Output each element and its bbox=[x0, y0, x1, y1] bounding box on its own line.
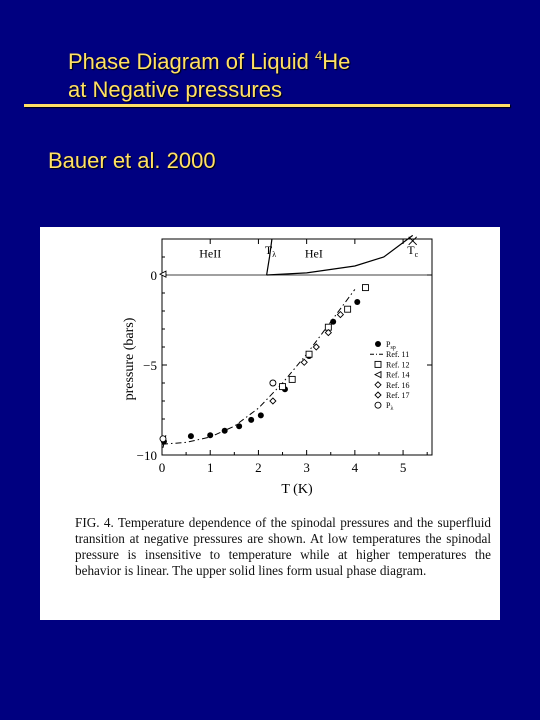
title-text-post: He bbox=[322, 49, 351, 74]
legend-entry: Ref. 14 bbox=[386, 370, 410, 380]
title-superscript: 4 bbox=[315, 48, 323, 63]
legend-entry: $P_\lambda$ bbox=[386, 401, 394, 413]
x-tick-label: 0 bbox=[158, 460, 166, 475]
data-point-series-0 bbox=[258, 412, 264, 418]
x-tick-label: 2 bbox=[255, 460, 262, 475]
legend-entry: Ref. 11 bbox=[386, 350, 410, 360]
y-tick-label: −5 bbox=[143, 358, 157, 373]
region-label: HeII bbox=[199, 246, 222, 261]
data-point-series-2 bbox=[362, 285, 368, 291]
region-label: HeI bbox=[304, 246, 323, 261]
legend-marker bbox=[375, 372, 381, 378]
x-axis-label: T (K) bbox=[281, 482, 313, 497]
x-tick-label: 3 bbox=[303, 460, 310, 475]
citation: Bauer et al. 2000 bbox=[48, 148, 216, 173]
title-line-2: at Negative pressures bbox=[68, 77, 282, 102]
x-tick-label: 5 bbox=[399, 460, 407, 475]
data-point-series-6 bbox=[270, 380, 276, 386]
title-text-pre: Phase Diagram of Liquid bbox=[68, 49, 316, 74]
vapor-pressure-curve bbox=[264, 235, 413, 275]
legend-entry: Ref. 12 bbox=[386, 360, 410, 370]
data-point-series-6 bbox=[160, 436, 166, 442]
y-axis-label: pressure (bars) bbox=[122, 317, 137, 401]
legend bbox=[370, 340, 410, 412]
spinodal-curve bbox=[162, 289, 355, 444]
title-underline bbox=[24, 104, 510, 107]
legend-marker bbox=[375, 392, 381, 398]
data-point-series-2 bbox=[306, 351, 312, 357]
y-tick-label: −10 bbox=[136, 448, 157, 463]
legend-marker bbox=[375, 341, 381, 347]
data-point-series-2 bbox=[280, 384, 286, 390]
region-label: $T_\lambda$ bbox=[264, 242, 277, 259]
legend-marker bbox=[375, 361, 381, 367]
legend-marker bbox=[375, 382, 381, 388]
data-point-series-0 bbox=[236, 423, 242, 429]
slide-title bbox=[68, 42, 350, 104]
data-point-series-2 bbox=[345, 306, 351, 312]
data-point-series-0 bbox=[248, 417, 254, 423]
figure-caption: FIG. 4. Temperature dependence of the spinodal pressures and the superfluid transition at negative pressures are shown. At low temperatures the spinodal pressure is insensitive to temperature while at higher temperatures the behavior is linear. The upper solid lines form usual phase diagram. bbox=[75, 515, 491, 578]
x-tick-label: 1 bbox=[206, 460, 214, 475]
legend-entry: Ref. 17 bbox=[386, 391, 410, 400]
legend-entry: Ref. 16 bbox=[386, 380, 410, 390]
data-point-series-4 bbox=[270, 398, 276, 404]
x-tick-label: 4 bbox=[351, 460, 359, 475]
phase-diagram-chart bbox=[40, 227, 500, 507]
data-point-series-0 bbox=[207, 432, 213, 438]
data-point-series-2 bbox=[289, 376, 295, 382]
data-point-series-3 bbox=[160, 271, 166, 277]
data-point-series-0 bbox=[354, 299, 360, 305]
region-label: $T_c$ bbox=[407, 242, 419, 259]
data-point-series-4 bbox=[301, 359, 307, 365]
data-point-series-0 bbox=[222, 428, 228, 434]
data-point-series-0 bbox=[188, 433, 194, 439]
y-tick-label: 0 bbox=[150, 268, 157, 283]
figure-panel bbox=[40, 227, 500, 620]
legend-marker bbox=[375, 402, 381, 408]
title-line-1 bbox=[68, 42, 350, 76]
legend-entry: $P_{sp}$ bbox=[386, 340, 396, 351]
